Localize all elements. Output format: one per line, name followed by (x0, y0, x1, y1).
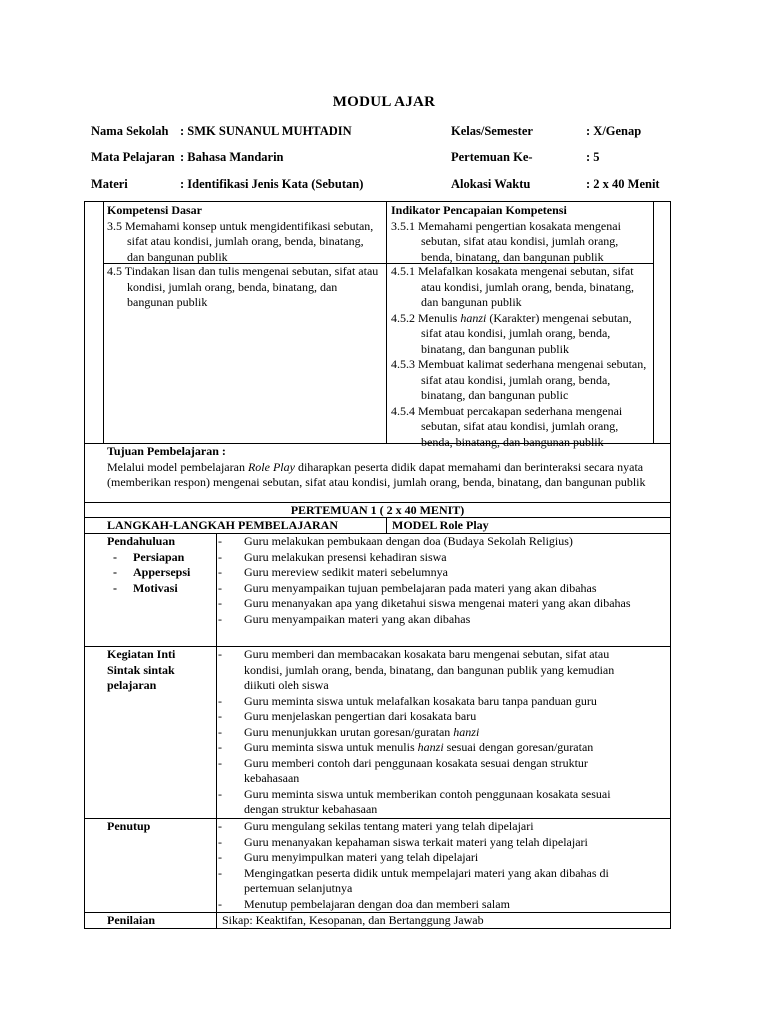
pertemuan-header: PERTEMUAN 1 ( 2 x 40 MENIT) (290, 503, 465, 517)
subject-value: : Bahasa Mandarin (180, 150, 284, 164)
school-label: Nama Sekolah (91, 124, 169, 138)
page-title: MODUL AJAR (332, 94, 436, 110)
kd-cell-2 (107, 264, 383, 311)
list-item: - Guru menanyakan kepahaman siswa terkait materi yang telah dipelajari (218, 834, 588, 849)
list-item: - Guru menyimpulkan materi yang telah dipelajari (218, 850, 479, 864)
meeting-value: : 5 (586, 150, 600, 164)
penilaian-content: Sikap: Keaktifan, Kesopanan, dan Bertanggung Jawab (222, 913, 484, 927)
kd-cell (107, 203, 383, 265)
kd-header: Kompetensi Dasar (107, 203, 202, 217)
list-item: - Guru menyampaikan tujuan pembelajaran pada materi yang akan dibahas (218, 580, 597, 595)
inti-content (218, 647, 638, 818)
list-item: - Guru memberi dan membacakan kosakata baru mengenai sebutan, sifat atau kondisi, jumlah orang, benda, binatang, dan bangunan publik yang kemudian diikuti oleh siswa (218, 647, 615, 692)
ipk-item-4-5-2: 4.5.2 Menulis hanzi (Karakter) mengenai sebutan, sifat atau kondisi, jumlah orang, benda, binatang, dan bangunan publik (391, 310, 632, 356)
tujuan-header: Tujuan Pembelajaran : (107, 444, 226, 458)
kd-item-3-5: 3.5 Memahami konsep untuk mengidentifikasi sebutan, sifat atau kondisi, jumlah orang, benda, binatang, dan bangunan publik (107, 218, 374, 264)
list-item: - Guru mereview sedikit materi sebelumnya (218, 565, 448, 579)
list-item: - Guru meminta siswa untuk melafalkan kosakata baru tanpa panduan guru (218, 693, 597, 708)
tujuan-cell (107, 444, 651, 491)
ipk-header: Indikator Pencapaian Kompetensi (391, 203, 567, 217)
list-item: - Guru melakukan presensi kehadiran siswa (218, 549, 447, 564)
langkah-header: LANGKAH-LANGKAH PEMBELAJARAN (107, 518, 339, 532)
ipk-cell-2 (391, 264, 651, 450)
list-item: - Guru meminta siswa untuk menulis hanzi sesuai dengan goresan/guratan (218, 740, 594, 754)
pendahuluan-sub-list (107, 550, 215, 597)
list-item: - Guru melakukan pembukaan dengan doa (Budaya Sekolah Religius) (218, 534, 573, 548)
ipk-item-4-5-3: 4.5.3 Membuat kalimat sederhana mengenai sebutan, sifat atau kondisi, jumlah orang, benda, binatang, dan bangunan public (391, 357, 647, 402)
list-item: - Guru menjelaskan pengertian dari kosakata baru (218, 709, 477, 723)
list-item: - Guru meminta siswa untuk memberikan contoh penggunaan kosakata sesuai dengan struktur kebahasaan (218, 786, 611, 816)
tujuan-text: Melalui model pembelajaran Role Play diharapkan peserta didik dapat memahami dan berinteraksi secara nyata (memberikan respon) mengenai sebutan, sifat atau kondisi, jumlah orang, benda, binatang, dan bangunan publik (107, 459, 646, 489)
class-label: Kelas/Semester (451, 124, 533, 138)
sub-item-persiapan: - Persiapan (113, 549, 185, 564)
time-value: : 2 x 40 Menit (586, 177, 660, 191)
list-item: - Guru menunjukkan urutan goresan/guratan hanzi (218, 724, 480, 739)
ipk-cell (391, 203, 651, 265)
list-item: - Mengingatkan peserta didik untuk mempelajari materi yang akan dibahas di pertemuan selanjutnya (218, 865, 609, 895)
ipk-item-4-5-4: 4.5.4 Membuat percakapan sederhana mengenai sebutan, sifat atau kondisi, jumlah orang, benda, binatang, dan bangunan publik (391, 403, 623, 449)
model-header: MODEL Role Play (392, 518, 489, 532)
list-item: - Guru menyampaikan materi yang akan dibahas (218, 611, 471, 626)
list-item: - Menutup pembelajaran dengan doa dan memberi salam (218, 896, 510, 911)
material-label: Materi (91, 177, 128, 191)
list-item: - Guru mengulang sekilas tentang materi yang telah dipelajari (218, 819, 534, 833)
ipk-item-3-5-1: 3.5.1 Memahami pengertian kosakata mengenai sebutan, sifat atau kondisi, jumlah orang, benda, binatang, dan bangunan publik (391, 218, 621, 264)
class-value: : X/Genap (586, 124, 642, 138)
time-label: Alokasi Waktu (451, 177, 531, 191)
penutup-label: Penutup (107, 819, 151, 833)
pendahuluan-content (218, 534, 638, 627)
pendahuluan-label (107, 534, 215, 596)
penutup-content (218, 819, 638, 912)
subject-label: Mata Pelajaran (91, 150, 175, 164)
list-item: - Guru memberi contoh dari penggunaan kosakata sesuai dengan struktur kebahasaan (218, 755, 588, 785)
material-value: : Identifikasi Jenis Kata (Sebutan) (180, 177, 364, 191)
pendahuluan-title: Pendahuluan (107, 534, 176, 548)
kd-item-4-5: 4.5 Tindakan lisan dan tulis mengenai sebutan, sifat atau kondisi, jumlah orang, benda, binatang, dan bangunan publik (107, 264, 379, 309)
ipk-item-4-5-1: 4.5.1 Melafalkan kosakata mengenai sebutan, sifat atau kondisi, jumlah orang, benda, binatang, dan bangunan publik (391, 264, 634, 309)
meeting-label: Pertemuan Ke- (451, 150, 533, 164)
list-item: - Guru menanyakan apa yang diketahui siswa mengenai materi yang akan dibahas (218, 596, 631, 610)
sub-item-motivasi: - Motivasi (113, 580, 178, 595)
school-value: : SMK SUNANUL MUHTADIN (180, 124, 352, 138)
inti-label: Kegiatan Inti Sintak sintak pelajaran (107, 647, 176, 692)
penilaian-label: Penilaian (107, 913, 156, 927)
sub-item-appersepsi: - Appersepsi (113, 565, 191, 579)
